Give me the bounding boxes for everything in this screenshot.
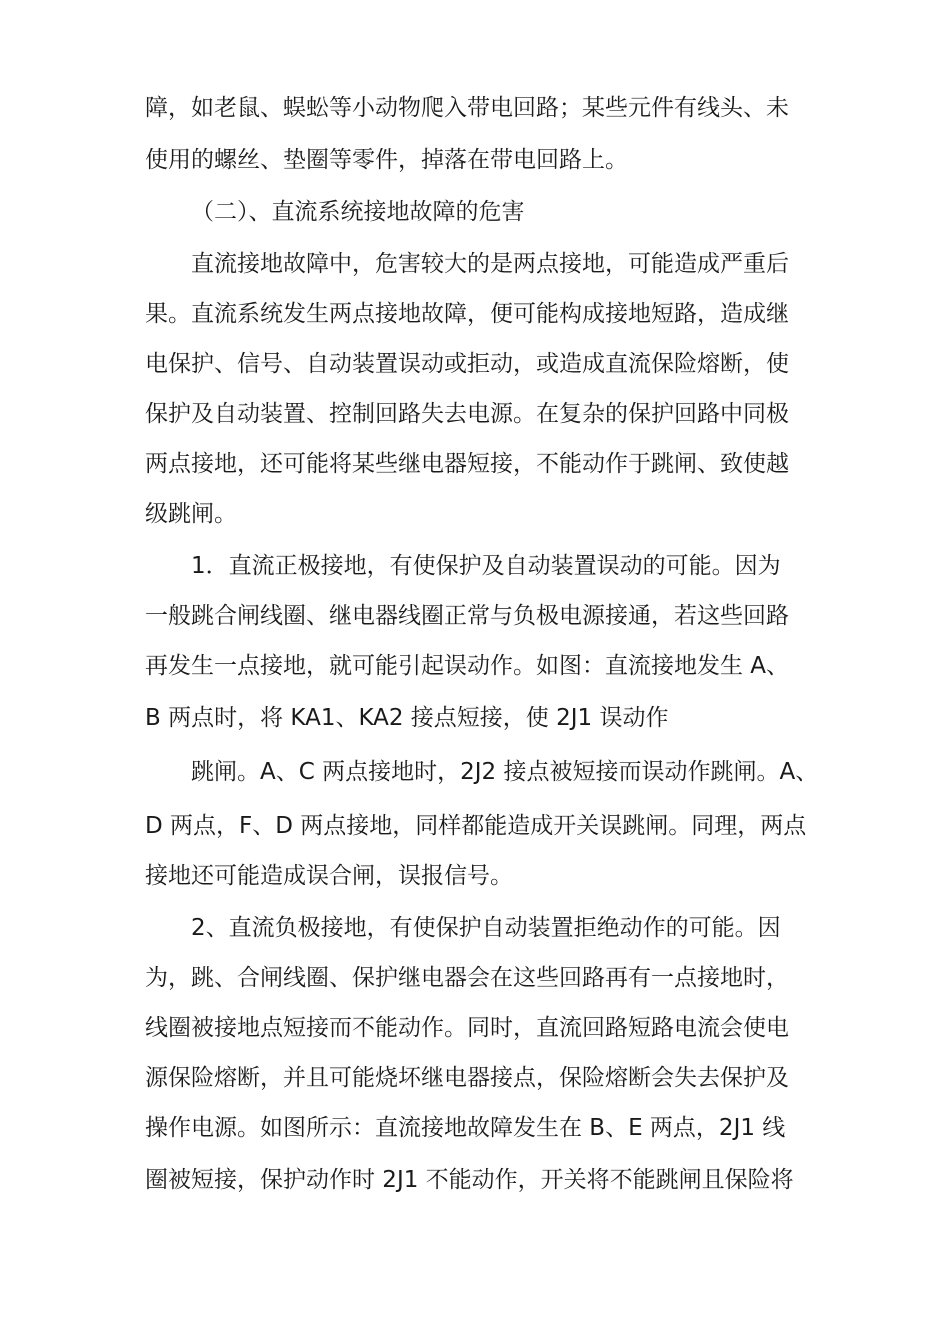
text-line: 两点接地，还可能将某些继电器短接，不能动作于跳闸、致使越 — [145, 451, 789, 477]
text-line: 源保险熔断，并且可能烧坏继电器接点，保险熔断会失去保护及 — [145, 1065, 789, 1091]
text-line: 2、直流负极接地，有使保护自动装置拒绝动作的可能。因 — [191, 915, 781, 941]
text-line: 果。直流系统发生两点接地故障，便可能构成接地短路，造成继 — [145, 301, 789, 327]
text-line: 一般跳合闸线圈、继电器线圈正常与负极电源接通，若这些回路 — [145, 603, 789, 629]
section-heading: （二）、直流系统接地故障的危害 — [191, 199, 525, 225]
text-line: 保护及自动装置、控制回路失去电源。在复杂的保护回路中同极 — [145, 401, 789, 427]
text-line: 1．直流正极接地，有使保护及自动装置误动的可能。因为 — [191, 553, 781, 579]
text-line: 圈被短接，保护动作时 2J1 不能动作，开关将不能跳闸且保险将 — [145, 1167, 794, 1193]
text-line: 为，跳、合闸线圈、保护继电器会在这些回路再有一点接地时， — [145, 965, 789, 991]
text-line: 操作电源。如图所示：直流接地故障发生在 B、E 两点，2J1 线 — [145, 1115, 786, 1141]
text-line: 接地还可能造成误合闸，误报信号。 — [145, 863, 513, 889]
text-line: 跳闸。A、C 两点接地时，2J2 接点被短接而误动作跳闸。A、 — [191, 759, 819, 785]
text-line: 障，如老鼠、蜈蚣等小动物爬入带电回路；某些元件有线头、未 — [145, 95, 789, 121]
text-line: 直流接地故障中，危害较大的是两点接地，可能造成严重后 — [191, 251, 789, 277]
text-line: 级跳闸。 — [145, 501, 237, 527]
text-line: 线圈被接地点短接而不能动作。同时，直流回路短路电流会使电 — [145, 1015, 789, 1041]
text-line: 使用的螺丝、垫圈等零件，掉落在带电回路上。 — [145, 147, 628, 173]
text-line: 电保护、信号、自动装置误动或拒动，或造成直流保险熔断，使 — [145, 351, 789, 377]
text-line: D 两点，F、D 两点接地，同样都能造成开关误跳闸。同理，两点 — [145, 813, 807, 839]
text-line: 再发生一点接地，就可能引起误动作。如图：直流接地发生 A、 — [145, 653, 790, 679]
text-line: B 两点时，将 KA1、KA2 接点短接，使 2J1 误动作 — [145, 705, 669, 731]
